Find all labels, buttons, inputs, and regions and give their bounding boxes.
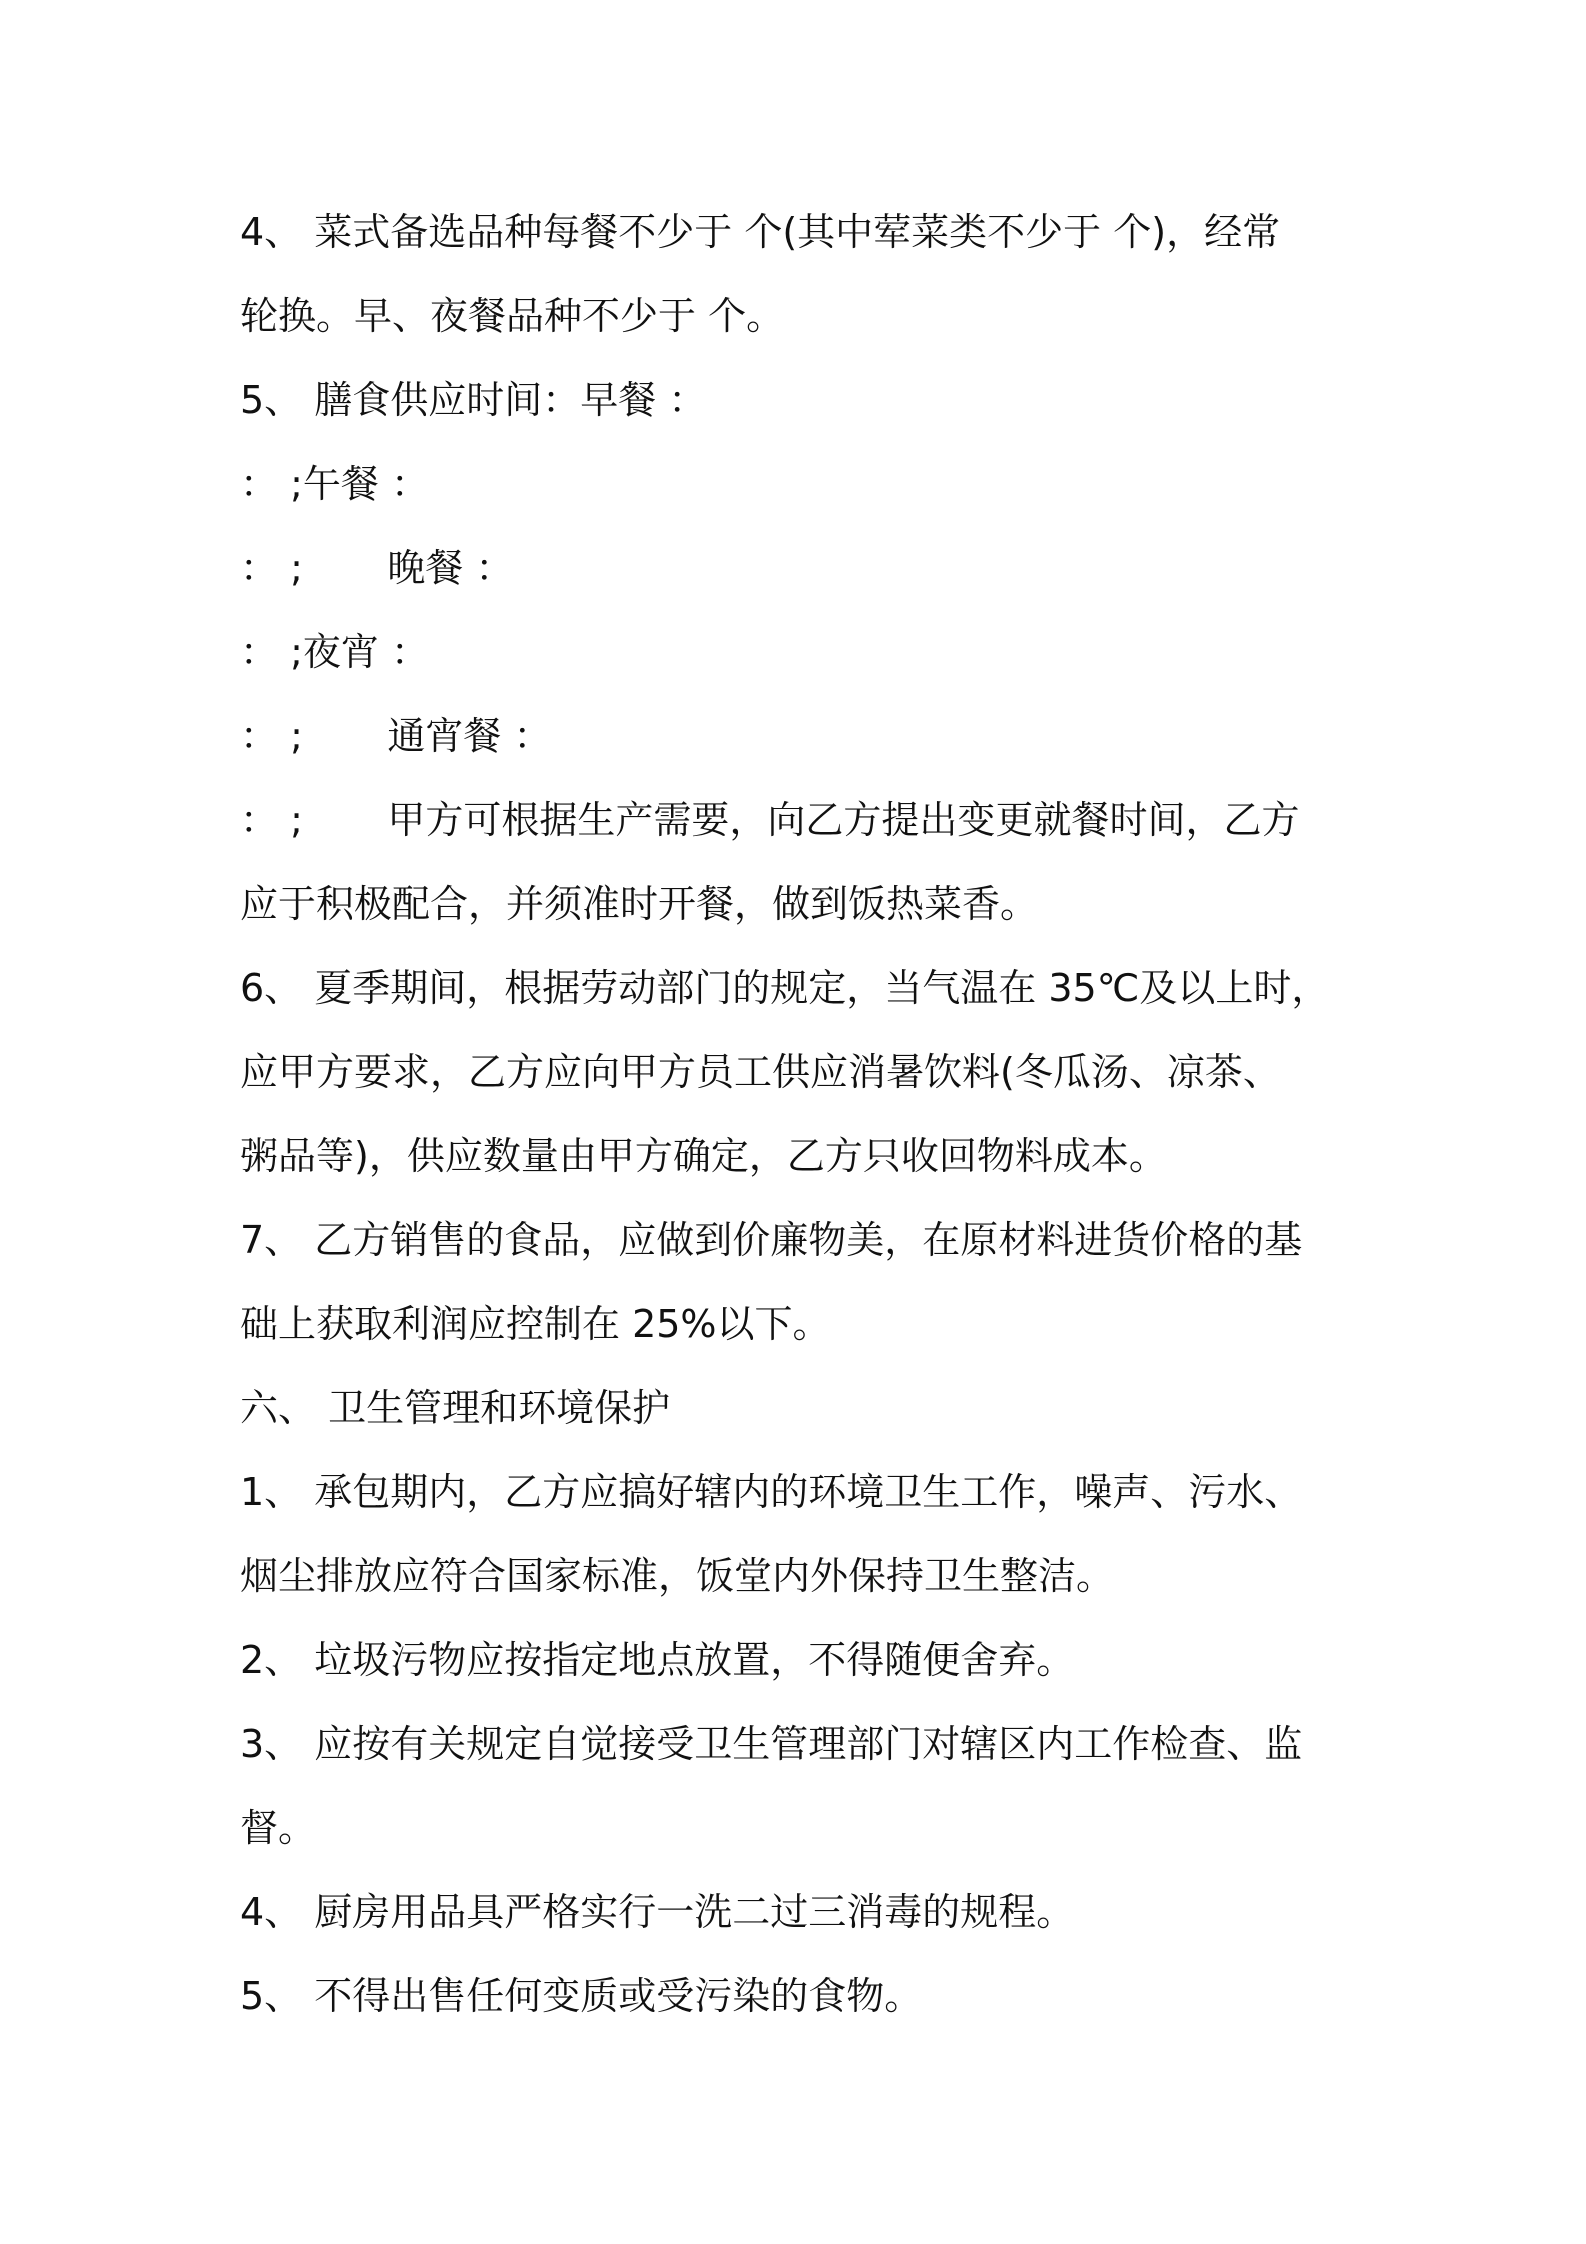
text-line: ： ; 甲方可根据生产需要，向乙方提出变更就餐时间，乙方 — [240, 798, 1300, 842]
text-line: 2、 垃圾污物应按指定地点放置，不得随便舍弃。 — [240, 1638, 1075, 1682]
text-line: ： ; 晚餐 ： — [240, 546, 514, 590]
text-line: 4、 菜式备选品种每餐不少于 个(其中荤菜类不少于 个)，经常 — [240, 210, 1281, 254]
text-line: ： ;夜宵 ： — [240, 630, 429, 674]
text-line: 础上获取利润应控制在 25%以下。 — [240, 1302, 831, 1346]
text-line: ： ; 通宵餐 ： — [240, 714, 552, 758]
text-line: 烟尘排放应符合国家标准，饭堂内外保持卫生整洁。 — [240, 1554, 1115, 1598]
text-line: 3、 应按有关规定自觉接受卫生管理部门对辖区内工作检查、监 — [240, 1722, 1303, 1766]
text-line: 7、 乙方销售的食品，应做到价廉物美，在原材料进货价格的基 — [240, 1218, 1303, 1262]
text-line: 5、 不得出售任何变质或受污染的食物。 — [240, 1974, 923, 2018]
text-line: 5、 膳食供应时间：早餐 ： — [240, 378, 707, 422]
text-line: 轮换。早、夜餐品种不少于 个。 — [240, 294, 785, 338]
text-line: 4、 厨房用品具严格实行一洗二过三消毒的规程。 — [240, 1890, 1075, 1934]
text-line: 粥品等)，供应数量由甲方确定，乙方只收回物料成本。 — [240, 1134, 1167, 1178]
text-line: 6、 夏季期间，根据劳动部门的规定，当气温在 35℃及以上时， — [240, 966, 1330, 1010]
text-line: 应于积极配合，并须准时开餐，做到饭热菜香。 — [240, 882, 1039, 926]
text-line: ： ;午餐 ： — [240, 462, 429, 506]
text-line: 督。 — [240, 1806, 317, 1850]
text-line: 1、 承包期内，乙方应搞好辖内的环境卫生工作，噪声、污水、 — [240, 1470, 1303, 1514]
document-body — [240, 190, 1370, 2038]
text-line: 应甲方要求，乙方应向甲方员工供应消暑饮料(冬瓜汤、凉茶、 — [240, 1050, 1281, 1094]
section-heading: 六、 卫生管理和环境保护 — [240, 1386, 671, 1430]
